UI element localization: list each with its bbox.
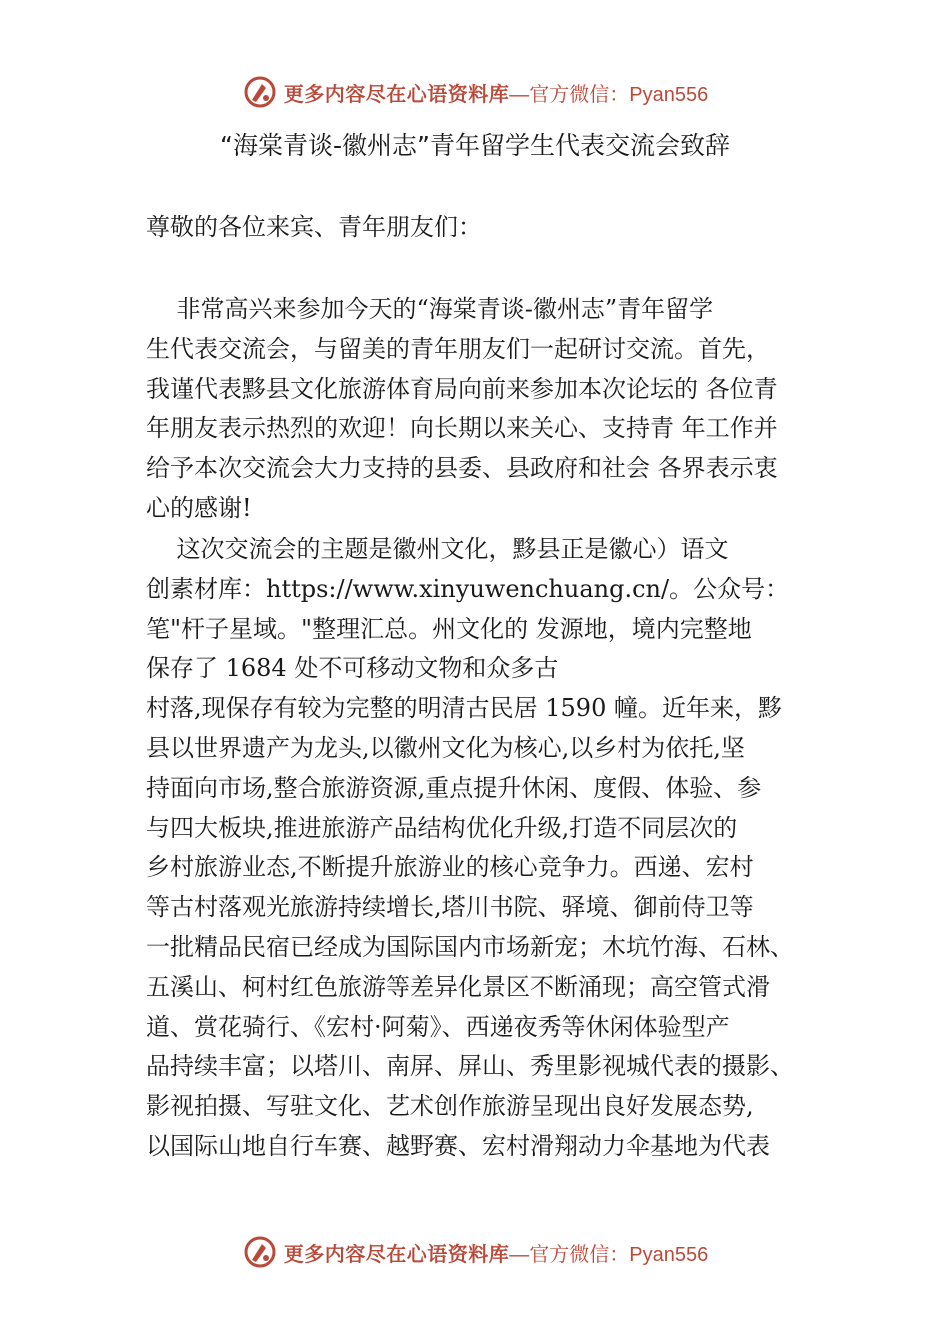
paragraph-line: 年朋友表示热烈的欢迎！向长期以来关心、支持青 年工作并 <box>146 414 778 443</box>
paragraph-line: 生代表交流会，与留美的青年朋友们一起研讨交流。首先， <box>146 334 770 363</box>
paragraph-line: 乡村旅游业态,不断提升旅游业的核心竞争力。西递、宏村 <box>146 853 754 882</box>
paragraph-line: 五溪山、柯村红色旅游等差异化景区不断涌现；高空管式滑 <box>146 972 770 1001</box>
paragraph-line: 与四大板块,推进旅游产品结构优化升级,打造不同层次的 <box>146 813 738 842</box>
paragraph-line: 一批精品民宿已经成为国际国内市场新宠；木坑竹海、石林、 <box>146 932 794 961</box>
paragraph-line: 保存了 1684 处不可移动文物和众多古 <box>146 654 559 683</box>
paragraph-line: 持面向市场,整合旅游资源,重点提升休闲、度假、体验、参 <box>146 773 762 802</box>
paragraph-line: 创素材库：https://www.xinyuwenchuang.cn/。公众号： <box>146 574 790 603</box>
footer-banner-wechat: —官方微信：Pyan556 <box>509 1243 709 1266</box>
paragraph-line: 非常高兴来参加今天的“海棠青谈-徽州志”青年留学 <box>146 295 714 323</box>
header-banner-text: 更多内容尽在心语资料库 <box>283 81 510 106</box>
paragraph-line: 给予本次交流会大力支持的县委、县政府和社会 各界表示衷 <box>146 454 778 483</box>
footer-banner-text: 更多内容尽在心语资料库 <box>283 1241 510 1266</box>
paragraph-line: 影视拍摄、写驻文化、艺术创作旅游呈现出良好发展态势, <box>146 1092 754 1121</box>
header-banner <box>0 72 950 112</box>
paragraph-1 <box>146 290 814 529</box>
paragraph-line: 笔"杆子星域。"整理汇总。州文化的 发源地，境内完整地 <box>146 614 752 643</box>
document-title: “海棠青谈-徽州志”青年留学生代表交流会致辞 <box>220 131 730 160</box>
paragraph-line: 道、赏花骑行、《宏村·阿菊》、西递夜秀等休闲体验型产 <box>146 1012 730 1041</box>
paragraph-line: 以国际山地自行车赛、越野赛、宏村滑翔动力伞基地为代表 <box>146 1131 770 1160</box>
paragraph-line: 这次交流会的主题是徽州文化，黟县正是徽心）语文 <box>146 535 729 563</box>
paragraph-line: 我谨代表黟县文化旅游体育局向前来参加本次论坛的 各位青 <box>146 374 778 403</box>
header-banner-wechat: —官方微信：Pyan556 <box>509 83 709 106</box>
paragraph-line: 等古村落观光旅游持续增长,塔川书院、驿境、御前侍卫等 <box>146 893 754 922</box>
paragraph-line: 品持续丰富；以塔川、南屏、屏山、秀里影视城代表的摄影、 <box>146 1052 794 1081</box>
paragraph-line: 县以世界遗产为龙头,以徽州文化为核心,以乡村为依托,坚 <box>146 733 745 762</box>
logo-icon <box>242 74 278 110</box>
paragraph-line: 心的感谢! <box>146 493 252 522</box>
paragraph-2 <box>146 530 814 1167</box>
paragraph-line: 村落,现保存有较为完整的明清古民居 1590 幢。近年来，黟 <box>146 694 782 723</box>
greeting: 尊敬的各位来宾、青年朋友们： <box>146 213 482 241</box>
logo-icon <box>242 1234 278 1270</box>
footer-banner <box>0 1232 950 1272</box>
